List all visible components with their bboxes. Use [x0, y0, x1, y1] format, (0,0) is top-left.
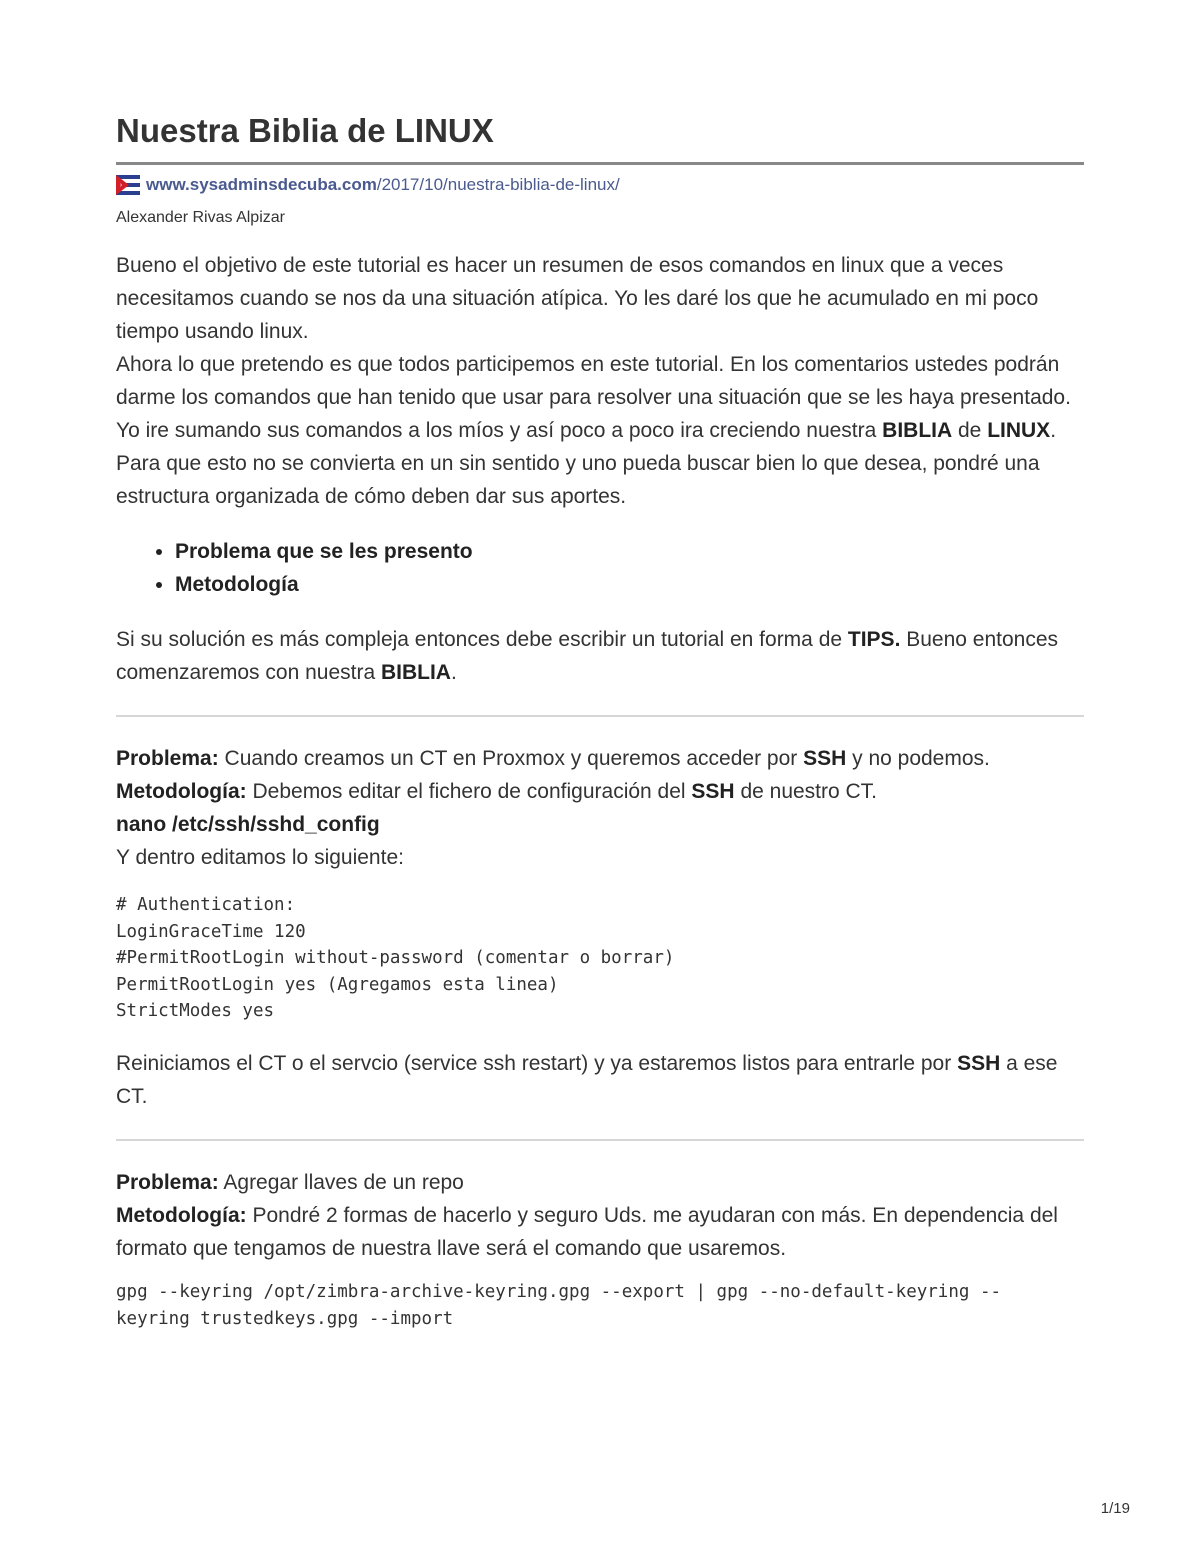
author-name: Alexander Rivas Alpizar: [116, 209, 285, 226]
intro-paragraph-2: Ahora lo que pretendo es que todos participemos en este tutorial. En los comentarios ustedes podrán darme los comandos que han tenido que usar para resolver una situación que se les haya presentado. Yo ire sumando sus comandos a los míos y así poco a poco ira creciendo nuestra BIBLIA de LINUX.: [116, 353, 1071, 442]
section2-metodologia: Metodología: Pondré 2 formas de hacerlo y seguro Uds. me ayudaran con más. En dependencia del formato que tengamos de nuestra llave será el comando que usaremos.: [116, 1203, 1058, 1260]
intro-paragraph-1: Bueno el objetivo de este tutorial es hacer un resumen de esos comandos en linux que a veces necesitamos cuando se nos da una situación atípica. Yo les daré los que he acumulado en mi poco tiempo usando linux.: [116, 254, 1039, 343]
linux-bold: LINUX: [987, 419, 1051, 442]
title-divider: [116, 162, 1084, 165]
section2-problema: Problema: Agregar llaves de un repo: [116, 1170, 464, 1194]
section1-metodologia: Metodología: Debemos editar el fichero de configuración del SSH de nuestro CT.: [116, 780, 878, 803]
flag-icon: [116, 173, 140, 197]
section-divider: [116, 715, 1084, 717]
section1-inside-text: Y dentro editamos lo siguiente:: [116, 846, 404, 869]
section-divider: [116, 1139, 1084, 1141]
section1-code-block: # Authentication: LoginGraceTime 120 #PermitRootLogin without-password (comentar o borrar) PermitRootLogin yes (Agregamos esta linea) StrictModes yes: [116, 895, 675, 1022]
biblia-bold: BIBLIA: [882, 419, 953, 442]
closing-paragraph: Si su solución es más compleja entonces debe escribir un tutorial en forma de TIPS. Bueno entonces comenzaremos con nuestra BIBLIA.: [116, 628, 1059, 684]
page-number: 1/19: [1100, 1500, 1130, 1517]
tips-bold: TIPS.: [847, 628, 901, 651]
intro-paragraph-3: Para que esto no se convierta en un sin sentido y uno pueda buscar bien lo que desea, pondré una estructura organizada de cómo deben dar sus aportes.: [116, 452, 1040, 508]
article: [116, 108, 1084, 1354]
list-item: • Problema que se les presento: [175, 535, 1084, 568]
section1-problema: Problema: Cuando creamos un CT en Proxmox y queremos acceder por SSH y no podemos.: [116, 747, 990, 770]
page-title: Nuestra Biblia de LINUX: [116, 112, 494, 149]
source-path-link[interactable]: /2017/10/nuestra-biblia-de-linux/: [376, 175, 620, 194]
section1-after-text: Reiniciamos el CT o el servcio (service ssh restart) y ya estaremos listos para entrarle por SSH a ese CT.: [116, 1051, 1058, 1108]
section2-code-block: gpg --keyring /opt/zimbra-archive-keyring.gpg --export | gpg --no-default-keyring -- keyring trustedkeys.gpg --import: [116, 1281, 1002, 1329]
list-item: • Metodología: [175, 568, 1084, 601]
source-domain-link[interactable]: www.sysadminsdecuba.com: [146, 175, 377, 194]
structure-list: [116, 535, 1084, 601]
source-line: [116, 173, 1084, 197]
section1-command: nano /etc/ssh/sshd_config: [116, 813, 380, 836]
biblia-bold: BIBLIA: [380, 661, 451, 684]
